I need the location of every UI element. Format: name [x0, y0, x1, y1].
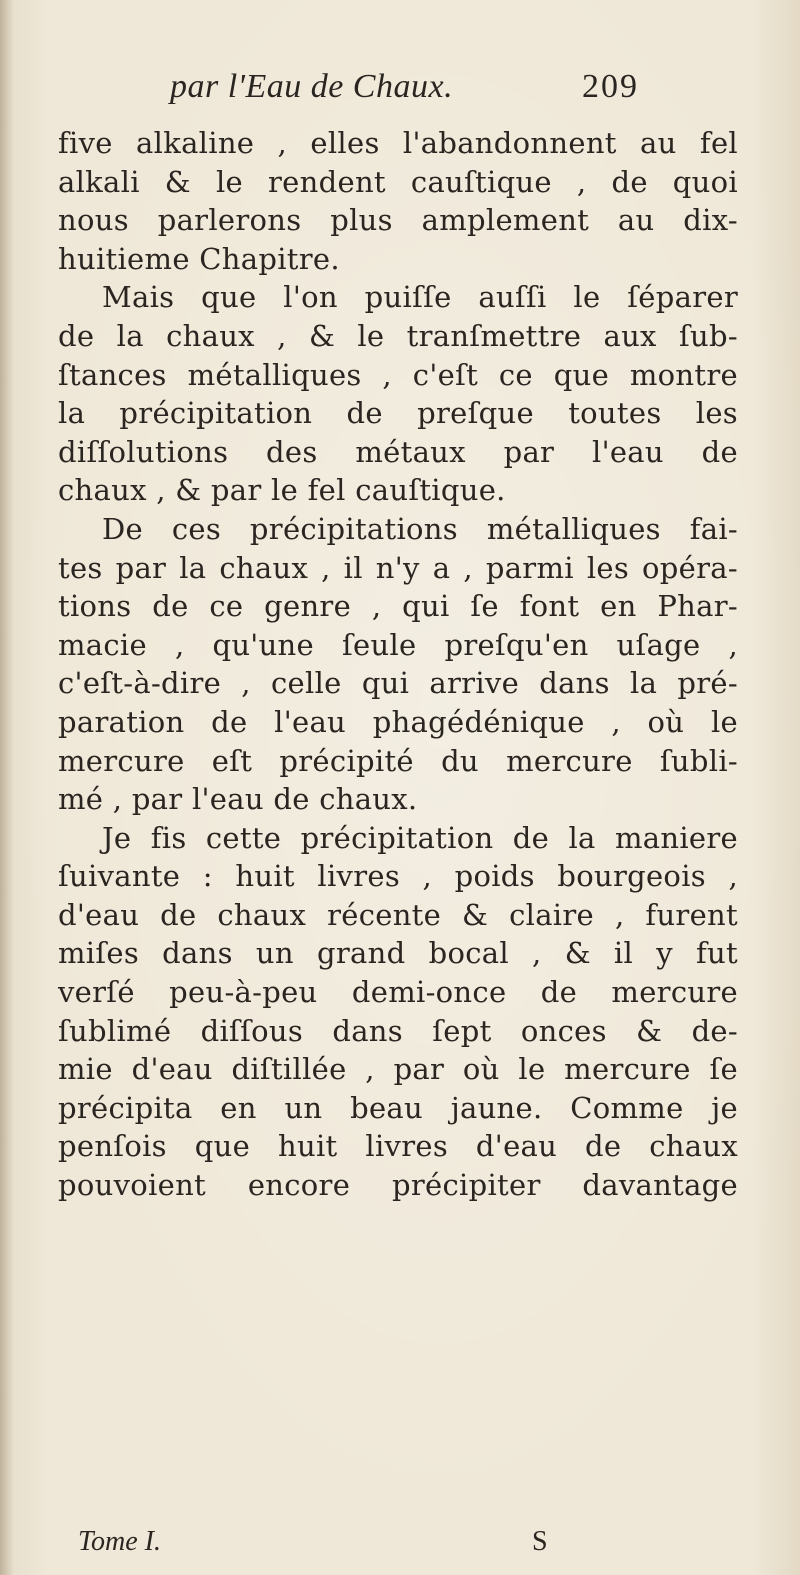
text-line: ſuivante : huit livres , poids bourgeois ,: [58, 859, 738, 894]
text-line: verſé peu-à-peu demi-once de mercure: [58, 975, 738, 1010]
text-line: pouvoient encore précipiter davantage: [58, 1168, 738, 1203]
text-line: De ces précipitations métalliques fai-: [102, 511, 738, 546]
text-line: précipita en un beau jaune. Comme je: [58, 1090, 738, 1125]
signature-mark: S: [532, 1526, 548, 1557]
text-line: tions de ce genre , qui ſe font en Phar-: [58, 589, 738, 624]
text-line: diſſolutions des métaux par l'eau de: [58, 434, 738, 469]
text-line: d'eau de chaux récente & claire , furent: [58, 897, 738, 932]
text-line: nous parlerons plus amplement au dix-: [58, 203, 738, 238]
text-line: miſes dans un grand bocal , & il y fut: [58, 936, 738, 971]
text-line: penſois que huit livres d'eau de chaux: [58, 1129, 738, 1164]
page-number: 209: [582, 68, 639, 105]
text-line: chaux , & par le fel cauſtique.: [58, 473, 506, 508]
text-line: ſublimé diſſous dans ſept onces & de-: [58, 1013, 738, 1048]
text-line: Mais que l'on puiſſe auſſi le ſéparer: [102, 280, 738, 315]
text-line: Je fis cette précipitation de la maniere: [102, 820, 738, 855]
text-line: paration de l'eau phagédénique , où le: [58, 704, 738, 739]
text-line: mercure eſt précipité du mercure ſubli-: [58, 743, 738, 778]
text-line: mé , par l'eau de chaux.: [58, 782, 418, 817]
text-line: la précipitation de preſque toutes les: [58, 396, 738, 431]
text-line: de la chaux , & le tranſmettre aux ſub-: [58, 318, 738, 353]
text-line: five alkaline , elles l'abandonnent au fel: [58, 126, 738, 160]
text-line: mie d'eau diſtillée , par où le mercure ſe: [58, 1052, 738, 1087]
text-line: c'eſt-à-dire , celle qui arrive dans la pré-: [58, 666, 738, 701]
text-line: huitieme Chapitre.: [58, 241, 340, 276]
text-line: ſtances métalliques , c'eſt ce que montre: [58, 357, 738, 392]
running-title: par l'Eau de Chaux.: [170, 68, 454, 105]
page-footer: [0, 1526, 800, 1566]
text-line: tes par la chaux , il n'y a , parmi les opéra-: [58, 550, 738, 585]
volume-label: Tome I.: [78, 1526, 161, 1557]
text-line: alkali & le rendent cauſtique , de quoi: [58, 164, 738, 199]
body-text: [58, 124, 738, 1205]
text-line: macie , qu'une ſeule preſqu'en uſage ,: [58, 627, 738, 662]
gutter-shadow: [0, 0, 14, 1575]
page-header: [0, 60, 800, 110]
